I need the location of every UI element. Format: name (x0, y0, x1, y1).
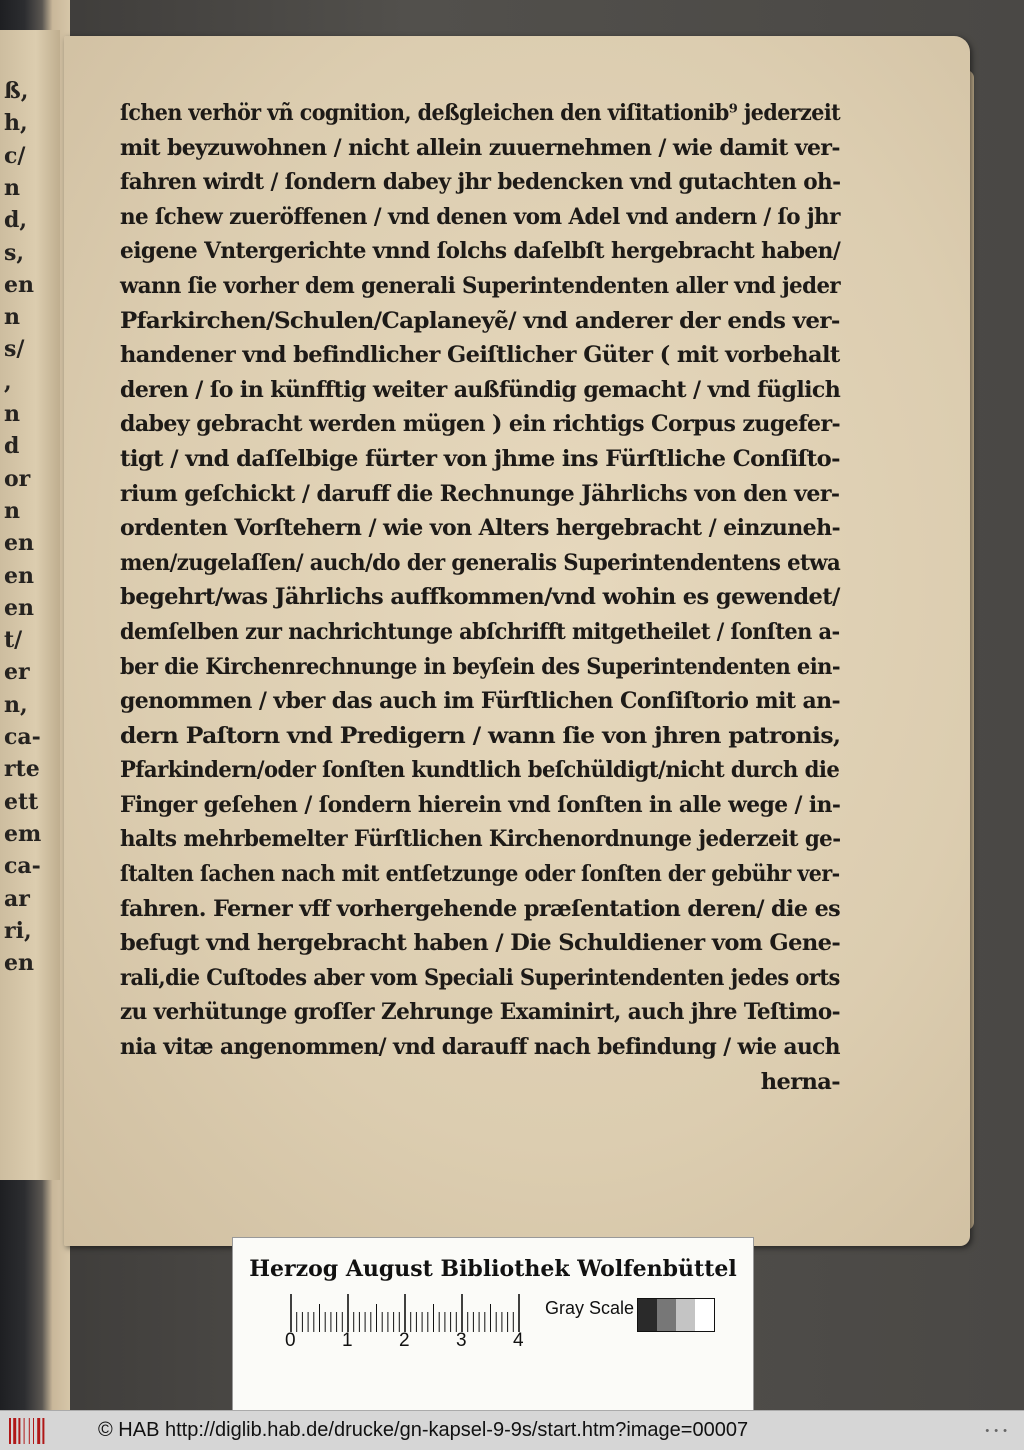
text-line: zu verhütunge groſſer Zehrunge Examinirt, auch jhre Teſtimo- (120, 999, 840, 1026)
text-line: rium geſchickt / daruff die Rechnunge Jährlichs von den ver- (120, 480, 840, 507)
text-line: genommen / vber das auch im Fürſtlichen Conſiſtorio mit an- (120, 688, 841, 715)
measure-ruler (289, 1294, 521, 1334)
text-line: begehrt/was Jährlichs auffkommen/vnd wohin es gewendet/ (120, 584, 840, 611)
facing-page-fragment: en (4, 562, 34, 589)
text-line: nia vitæ angenommen/ vnd darauff nach befindung / wie auch (120, 1034, 841, 1061)
text-line: halts mehrbemelter Fürſtlichen Kirchenordnunge jederzeit ge- (120, 826, 841, 853)
facing-page-fragment: rte (4, 756, 40, 783)
facing-page-fragment: n (4, 304, 20, 331)
text-line: ne ſchew zueröffenen / vnd denen vom Adel vnd andern / ſo jhr (120, 203, 840, 230)
barcode-bar (24, 1418, 25, 1444)
ruler-label: 3 (456, 1330, 467, 1351)
text-line: Finger geſehen / ſondern hierein vnd ſonſten in alle wege / in- (120, 791, 841, 818)
barcode-icon (8, 1417, 50, 1445)
text-line: handener vnd befindlicher Geiſtlicher Güter ( mit vorbehalt (120, 342, 840, 369)
ruler-label: 4 (513, 1330, 524, 1351)
facing-page-fragment: n (4, 401, 20, 427)
facing-page-fragment: d, (4, 207, 28, 234)
barcode-bar (33, 1418, 34, 1444)
facing-page-fragment: or (4, 465, 31, 492)
library-name: Herzog August Bibliothek Wolfenbüttel (249, 1256, 737, 1282)
gray-swatch (638, 1299, 657, 1331)
barcode-bar (13, 1418, 16, 1444)
text-line: eigene Vntergerichte vnnd ſolchs daſelbſt hergebracht haben/ (120, 238, 841, 265)
facing-page-fragment: s/ (4, 336, 25, 363)
footer-bar (0, 1410, 1024, 1450)
text-line: ſtalten ſachen nach mit entſetzunge oder ſonſten der gebühr ver- (120, 861, 840, 888)
text-line: rali,die Cuſtodes aber vom Speciali Superintendenten jedes orts (120, 964, 840, 991)
grayscale-swatches (637, 1298, 715, 1332)
color-calibration-bar (232, 1237, 754, 1417)
text-line: fahren. Ferner vff vorhergehende præſentation deren/ die es (120, 895, 841, 922)
text-line: men/zugelaſſen/ auch/do der generalis Superintendentens etwa (120, 549, 841, 576)
facing-page-fragment: en (4, 271, 34, 298)
facing-page-fragment: em (4, 820, 42, 847)
barcode-bar (18, 1418, 20, 1444)
facing-page-fragment: , (4, 368, 12, 395)
catchword: herna- (760, 1068, 840, 1095)
facing-page-fragment: en (4, 530, 34, 557)
facing-page-fragment: en (4, 594, 34, 621)
facing-page-fragment: ß, (4, 78, 29, 104)
grayscale-label: Gray Scale (545, 1298, 635, 1318)
text-line: demſelben zur nachrichtunge abſchrifft mitgetheilet / ſonſten a- (120, 618, 840, 645)
barcode-bar (37, 1418, 40, 1444)
text-line: ordenten Vorſtehern / wie von Alters hergebracht / einzuneh- (120, 515, 841, 542)
barcode-bar (42, 1418, 44, 1444)
facing-page-fragment: t/ (4, 627, 23, 654)
text-line: ber die Kirchenrechnunge in beyſein des Superintendenten ein- (120, 653, 841, 680)
footer-dots: • • • (985, 1425, 1008, 1437)
text-line: fahren wirdt / ſondern dabey jhr bedencken vnd gutachten oh- (120, 169, 841, 196)
text-line: mit beyzuwohnen / nicht allein zuuernehmen / wie damit ver- (120, 134, 840, 161)
facing-page-fragment: er (4, 659, 30, 686)
facing-page-fragment: n (4, 497, 20, 524)
text-line: dern Paſtorn vnd Predigern / wann ſie von jhren patronis, (120, 722, 841, 749)
facing-page-fragment: d (4, 433, 20, 460)
facing-page-fragment: ca- (4, 724, 41, 750)
gray-swatch (676, 1299, 695, 1331)
text-line: Pfarkindern/oder ſonſten kundtlich beſchüldigt/nicht durch die (120, 757, 840, 784)
facing-page-fragment: n, (4, 691, 28, 718)
page-text-block (120, 96, 840, 1099)
text-line: Pfarkirchen/Schulen/Caplaneyẽ/ vnd anderer der ends ver- (120, 307, 840, 334)
text-line: dabey gebracht werden mügen ) ein richtigs Corpus zugefer- (120, 411, 841, 438)
ruler-label: 1 (342, 1330, 353, 1351)
source-url[interactable]: © HAB http://diglib.hab.de/drucke/gn-kapsel-9-9s/start.htm?image=00007 (98, 1419, 749, 1441)
facing-page-fragment: n (4, 174, 20, 201)
text-line: deren / ſo in künfftig weiter außfündig gemacht / vnd füglich (120, 376, 841, 403)
facing-page-fragment: s, (4, 239, 25, 266)
gray-swatch (657, 1299, 676, 1331)
text-line: befugt vnd hergebracht haben / Die Schuldiener vom Gene- (120, 930, 841, 957)
ruler-label: 0 (285, 1330, 296, 1351)
gray-swatch (695, 1299, 714, 1331)
barcode-bar (9, 1418, 11, 1444)
facing-page-fragment: c/ (4, 142, 26, 169)
facing-page-fragment: ett (4, 788, 39, 815)
facing-page-fragment: ri, (4, 917, 32, 944)
text-line: ſchen verhör vñ cognition, deßgleichen den viſitationib⁹ jederzeit (120, 100, 841, 126)
barcode-bar (29, 1418, 30, 1444)
facing-page-fragment: en (4, 950, 34, 977)
facing-page-fragment: h, (4, 110, 28, 137)
facing-page-fragment: ar (4, 885, 30, 912)
text-line: wann ſie vorher dem generali Superintendenten aller vnd jeder (120, 272, 841, 299)
text-line: tigt / vnd daſſelbige fürter von jhme ins Fürſtliche Conſiſto- (120, 445, 840, 472)
facing-page-fragment: ca- (4, 853, 41, 880)
ruler-label: 2 (399, 1330, 410, 1351)
